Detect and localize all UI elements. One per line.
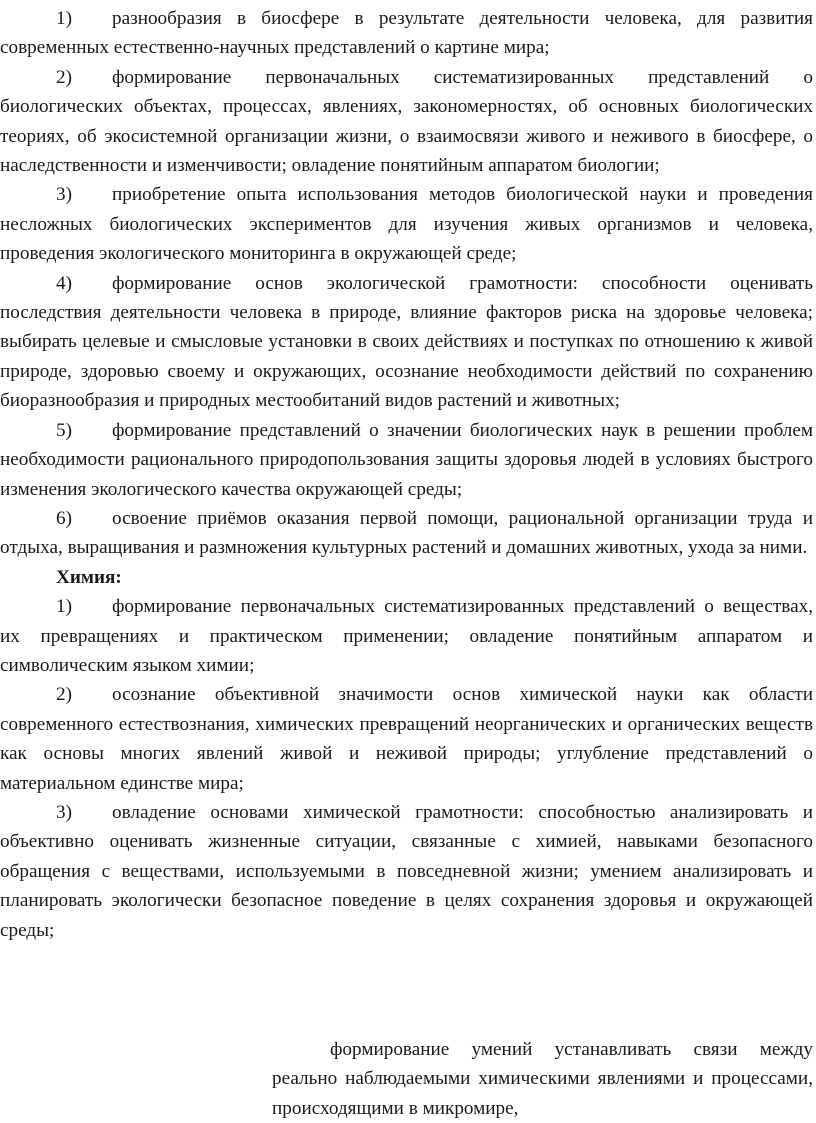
- biology-item-1: [0, 4, 813, 63]
- item-text: формирование представлений о значении биологических наук в решении проблем необходимости рационального природопользования защиты здоровья людей в условиях быстрого изменения экологического качества окружающей среды;: [0, 419, 813, 500]
- chemistry-item-2: [0, 680, 813, 798]
- biology-item-4: [0, 269, 813, 416]
- chemistry-item-4-block: [272, 1035, 813, 1123]
- item-number: 1): [56, 8, 72, 29]
- item-text: овладение основами химической грамотности: способностью анализировать и объективно оценивать жизненные ситуации, связанные с химией, навыками безопасного обращения с веществами, используемыми в повседневной жизни; умением анализировать и планировать экологически безопасное поведение в целях сохранения здоровья и окружающей среды;: [0, 801, 813, 941]
- chemistry-item-4-text: формирование умений устанавливать связи между реально наблюдаемыми химическими явлениями и процессами, происходящими в микромире,: [272, 1039, 813, 1119]
- item-number: 3): [56, 801, 72, 823]
- item-number: 5): [56, 419, 72, 441]
- chemistry-item-1: [0, 592, 813, 680]
- item-text: формирование первоначальных систематизированных представлений о биологических объектах, процессах, явлениях, закономерностях, об основных биологических теориях, об экосистемной организации жизни, о взаимосвязи живого и неживого в биосфере, о наследственности и изменчивости; овладение понятийным аппаратом биологии;: [0, 66, 813, 177]
- chemistry-item-3: [0, 798, 813, 945]
- document-body: [0, 4, 813, 945]
- item-number: 6): [56, 507, 72, 529]
- biology-item-2: [0, 63, 813, 181]
- item-text: осознание объективной значимости основ химической науки как области современного естествознания, химических превращений неорганических и органических веществ как основы многих явлений живой и неживой природы; углубление представлений о материальном единстве мира;: [0, 684, 813, 794]
- biology-item-6: [0, 504, 813, 563]
- biology-item-5: [0, 416, 813, 504]
- item-number: 2): [56, 66, 72, 88]
- item-number: 4): [56, 272, 72, 294]
- item-text: формирование основ экологической грамотности: способности оценивать последствия деятельности человека в природе, влияние факторов риска на здоровье человека; выбирать целевые и смысловые установки в своих действиях и поступках по отношению к живой природе, здоровью своему и окружающих, осознание необходимости действий по сохранению биоразнообразия и природных местообитаний видов растений и животных;: [0, 272, 813, 412]
- item-text: формирование первоначальных систематизированных представлений о веществах, их превращениях и практическом применении; овладение понятийным аппаратом и символическим языком химии;: [0, 596, 813, 676]
- item-text: приобретение опыта использования методов биологической науки и проведения несложных биологических экспериментов для изучения живых организмов и человека, проведения экологического мониторинга в окружающей среде;: [0, 184, 813, 265]
- item-number: 1): [56, 596, 72, 618]
- chemistry-heading: Химия:: [56, 566, 122, 588]
- item-number: 2): [56, 684, 72, 706]
- item-number: 3): [56, 184, 72, 206]
- item-text: освоение приёмов оказания первой помощи, рациональной организации труда и отдыха, выращивания и размножения культурных растений и домашних животных, ухода за ними.: [0, 507, 813, 559]
- biology-item-3: [0, 180, 813, 268]
- item-text: разнообразия в биосфере в результате деятельности человека, для развития современных естественно-научных представлений о картине мира;: [0, 8, 813, 59]
